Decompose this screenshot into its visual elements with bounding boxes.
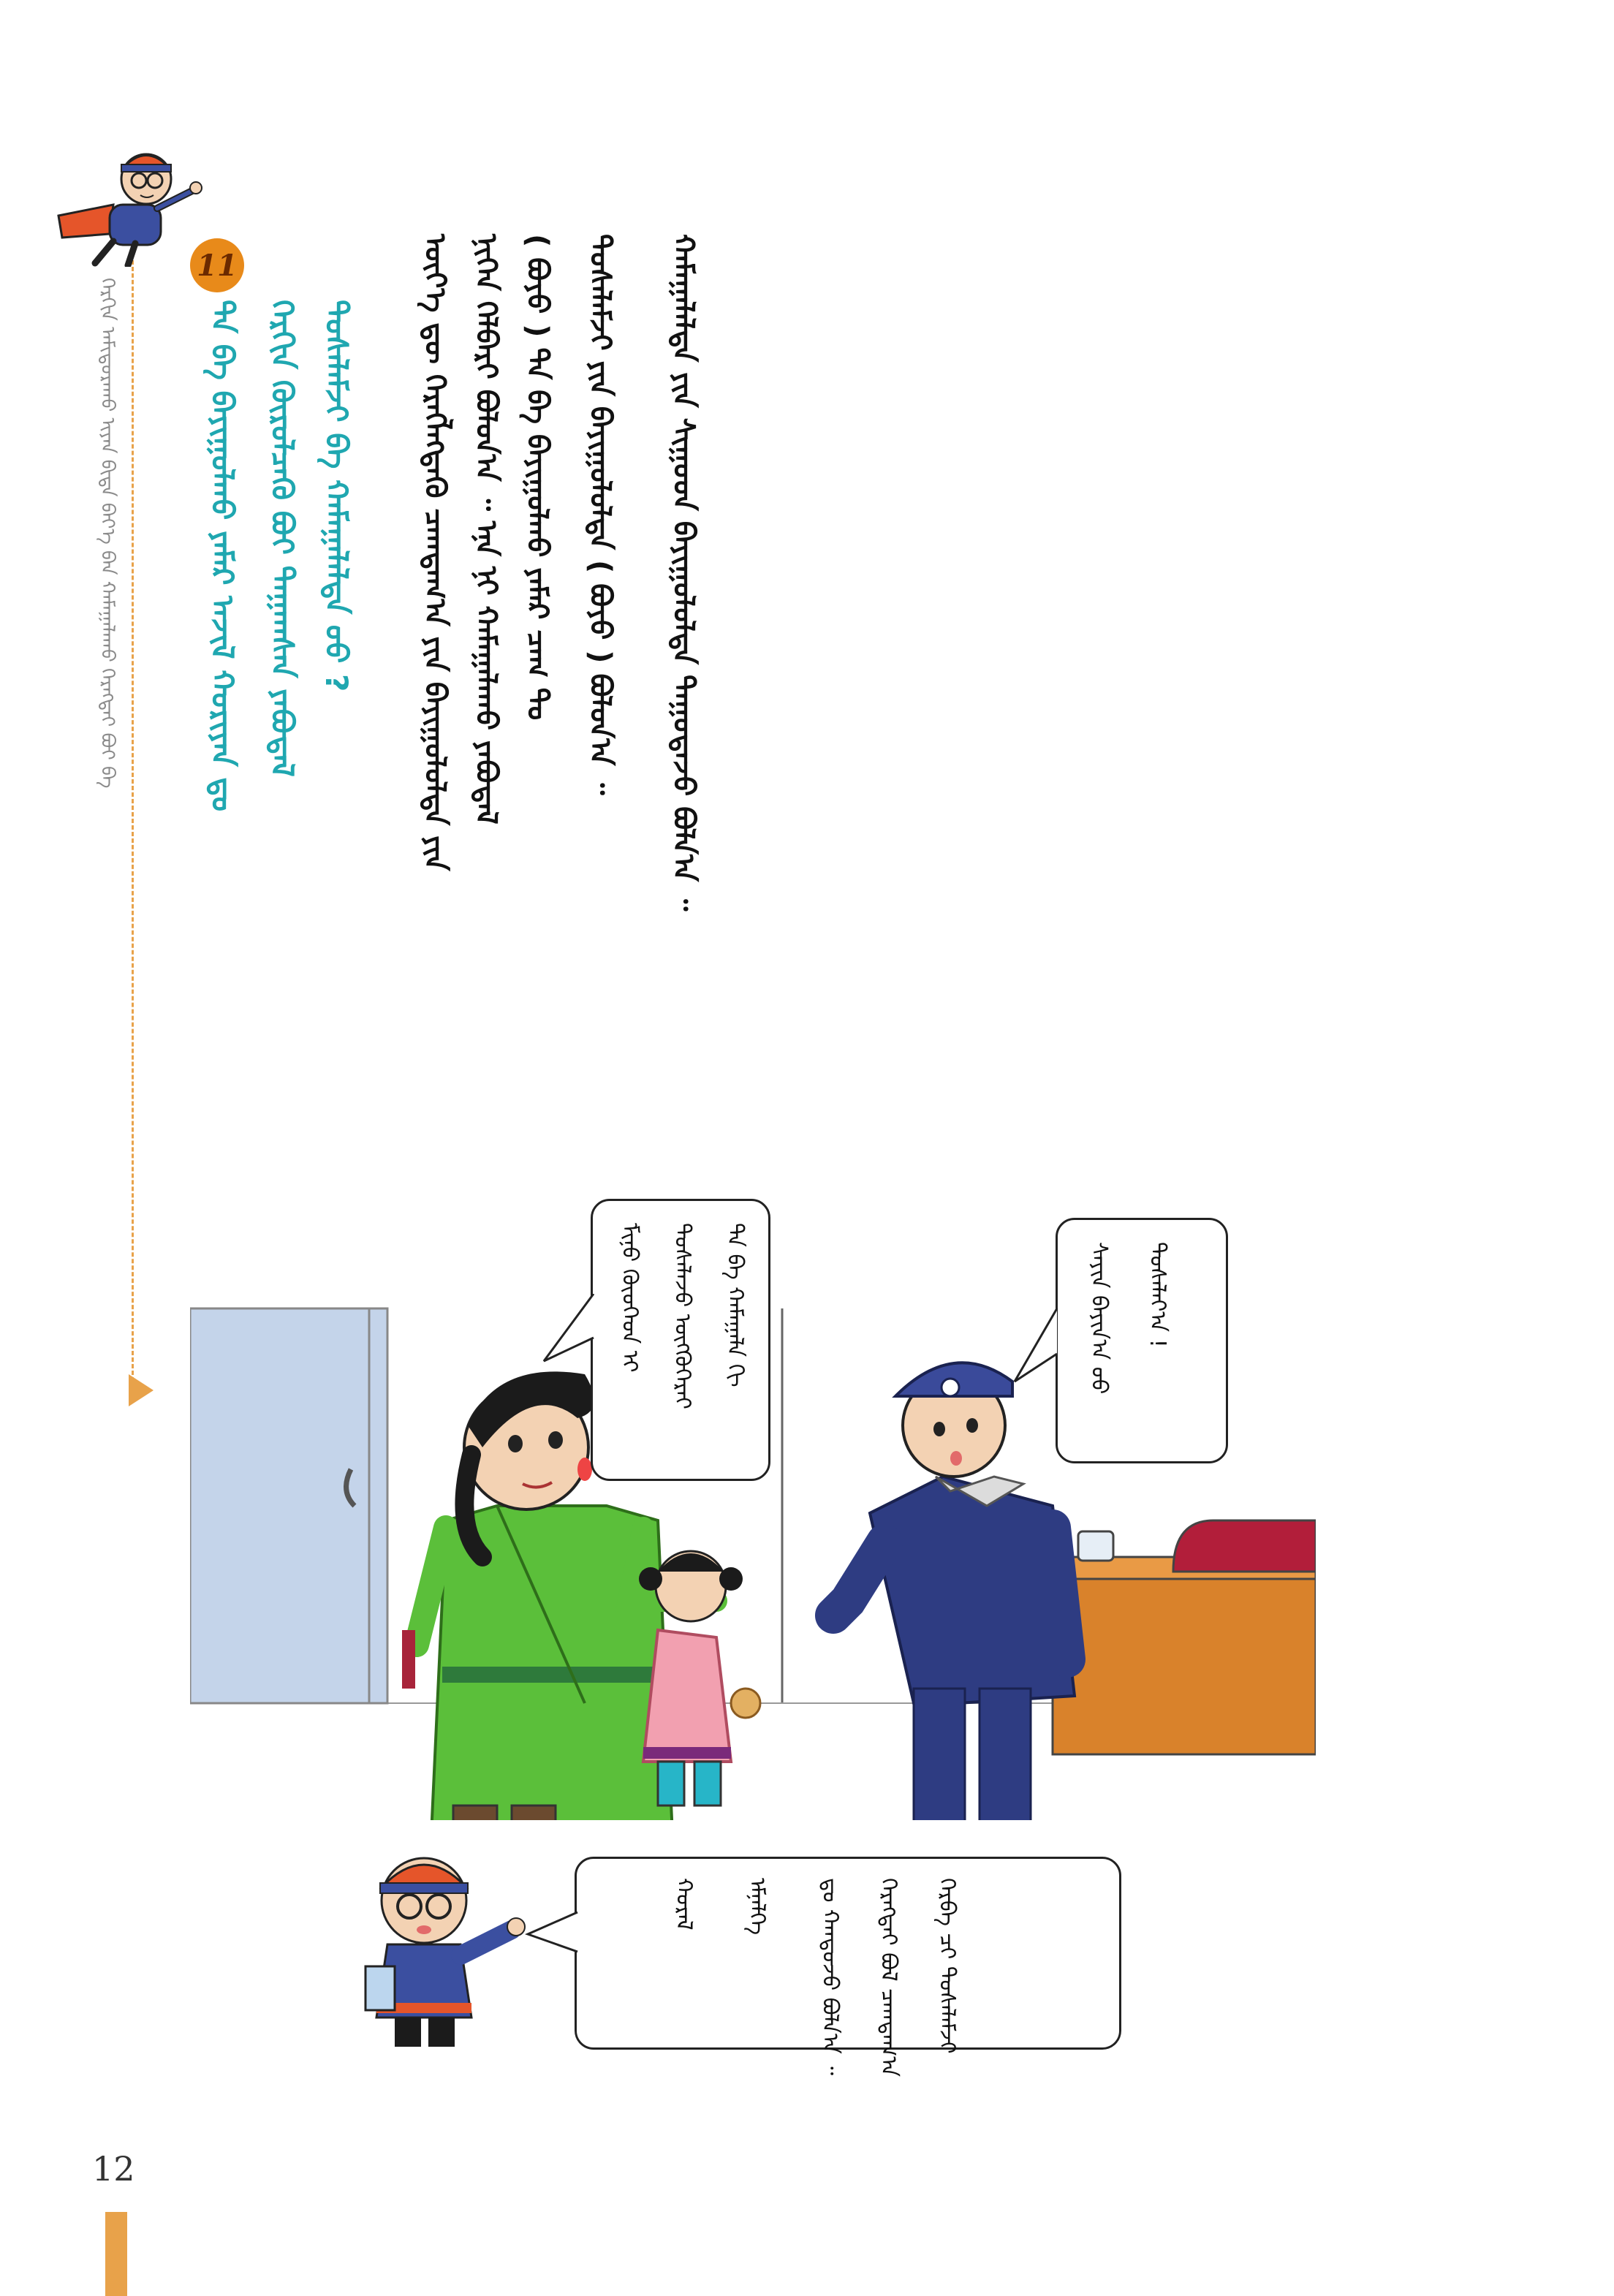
speech-bubble-police-tail (1012, 1308, 1063, 1389)
running-head: ᠬᠡᠷᠬᠢᠨ ᠠᠮᠢᠳᠤᠷᠠᠬᠤ ᠢᠶᠠᠨ ᠪᠢᠳᠡ ᠪᠡᠶ᠎ᠡ ᠪᠡᠨ ᠬᠠᠮᠠᠭᠠᠯᠠᠬᠤ ᠬᠡᠷᠡᠭᠲᠡᠢ ᠪᠤᠢ ᠪᠡ (96, 278, 118, 789)
body-line-3: ( ᠪᠤᠶᠤ ) ᠲᠠ ᠪᠠ ᠪᠠᠶᠢᠭᠤᠯᠬᠤ ᠶᠠᠮᠠᠷ ᠴᠠᠭ ᠲᠤ (520, 234, 554, 721)
body-line-1: ᠦᠶ᠎ᠡ ᠳᠦ ᠬᠡᠷᠡᠭᠯᠡᠭᠳᠡᠬᠦ ᠴᠠᠭᠳᠠᠭ᠎ᠠ ᠶᠢᠨ ᠪᠠᠶᠢᠭᠤᠯᠤᠯᠲᠠ ᠶᠢᠨ (418, 234, 452, 871)
page-number: 12 (92, 2149, 135, 2189)
door (190, 1308, 387, 1703)
bubble-police-line-2: ᠲᠤᠰᠠᠯᠠᠶ᠎ᠠ ! (1145, 1242, 1170, 1348)
bubble-boy-line-3: ᠳᠤ ᠬᠠᠨᠳᠤᠵᠤ ᠪᠣᠯᠨ᠎ᠠ ᠃ (817, 1878, 843, 2076)
question-line-3: ᠲᠤᠰᠠᠯᠠᠮᠵᠢ ᠪᠠ ᠬᠠᠮᠠᠭᠠᠯᠠᠯᠲᠠ ᠤᠤ ? (319, 300, 355, 692)
bubble-boy-line-2: ᠬᠡᠷᠡᠭᠲᠡᠢ ᠪᠤᠯ ᠴᠠᠭᠳᠠᠭ᠎ᠠ (876, 1878, 901, 2077)
body-line-5: ᠬᠠᠮᠠᠭᠠᠯᠠᠯᠲᠠ ᠶᠢᠨ ᠰᠢᠭᠤᠳ ᠪᠠᠶᠢᠭᠤᠯᠤᠯᠲᠠ ᠳᠠᠭᠤᠳᠠᠵᠤ ᠪᠣᠯᠨ᠎ᠠ ᠃ (667, 234, 700, 912)
bubble-mother-line-2: ᠲᠤᠰᠠᠯᠠᠵᠤ ᠦᠭᠭᠦᠭᠡᠷᠡᠢ (670, 1223, 695, 1409)
speech-bubble-police (1056, 1218, 1228, 1463)
speech-bubble-mother (591, 1199, 770, 1481)
dashed-rule (132, 234, 134, 1382)
bubble-boy-line-4: ᠡᠮᠨᠡᠯᠭᠡ (744, 1878, 770, 1936)
girl-figure (639, 1551, 760, 1806)
desk (1053, 1572, 1316, 1754)
lesson-number-badge: 11 (190, 238, 244, 292)
speech-bubble-mother-tail (541, 1294, 599, 1367)
page-tab (105, 2212, 127, 2296)
body-line-4: ᠲᠤᠰᠠᠯᠠᠮᠵᠢ ᠶᠢᠨ ᠪᠠᠶᠢᠭᠤᠯᠤᠯᠲᠠ ( ᠪᠤᠶᠤ ) ᠪᠤᠯᠤᠨ᠎ᠠ ᠃ (583, 234, 617, 795)
speech-bubble-boy (575, 1857, 1121, 2077)
bubble-mother-line-3: ᠲᠠ ᠪᠠ ᠬᠠᠮᠠᠭᠠᠯᠠ ᠬᠢ (722, 1223, 748, 1387)
rule-arrow-icon (129, 1374, 154, 1406)
question-line-2: ᠬᠡᠷᠬᠢᠨ ᠬᠦᠷᠦᠯᠴᠡᠬᠦ ᠪᠤᠢ ᠳᠠᠭᠠᠭᠰᠠᠨ ᠶᠠᠪᠤᠳᠠᠯ (265, 300, 300, 777)
body-line-2: ᠨᠢᠭᠡᠨ ᠬᠡᠯᠪᠡᠷᠢ ᠪᠤᠯᠤᠨ᠎ᠠ ᠃ ᠡᠨᠡ ᠨᠢ ᠬᠠᠮᠠᠭᠠᠯᠠᠬᠤ ᠶᠠᠪᠤᠳᠠᠯ (469, 234, 503, 825)
flying-mascot-illustration (44, 135, 205, 267)
bubble-boy-line-5: ᠬᠤᠷᠠᠯ (671, 1878, 697, 1931)
question-line-1: ᠲᠠ ᠪᠠ ᠪᠠᠶᠢᠭᠤᠯᠬᠤ ᠶᠠᠮᠠᠷ ᠠᠵᠢᠯ ᠬᠤᠷᠢᠶᠠᠨ ᠳᠤ (205, 300, 240, 812)
bubble-boy-line-1: ᠬᠡᠷᠪᠡ ᠴᠢ ᠲᠤᠰᠠᠯᠠᠮᠵᠢ (934, 1878, 960, 2054)
speech-bubble-boy-tail (525, 1908, 583, 1959)
bubble-police-line-1: ᠰᠠᠶᠢᠨ ᠪᠠᠶᠢᠨ᠎ᠠ ᠤᠤ (1086, 1242, 1112, 1395)
bubble-mother-line-1: ᠮᠢᠨᠤ ᠬᠦᠦᠬᠡᠳ ᠢ (617, 1223, 643, 1373)
guide-boy-illustration (344, 1835, 526, 2054)
police-officer-figure (833, 1363, 1075, 1820)
